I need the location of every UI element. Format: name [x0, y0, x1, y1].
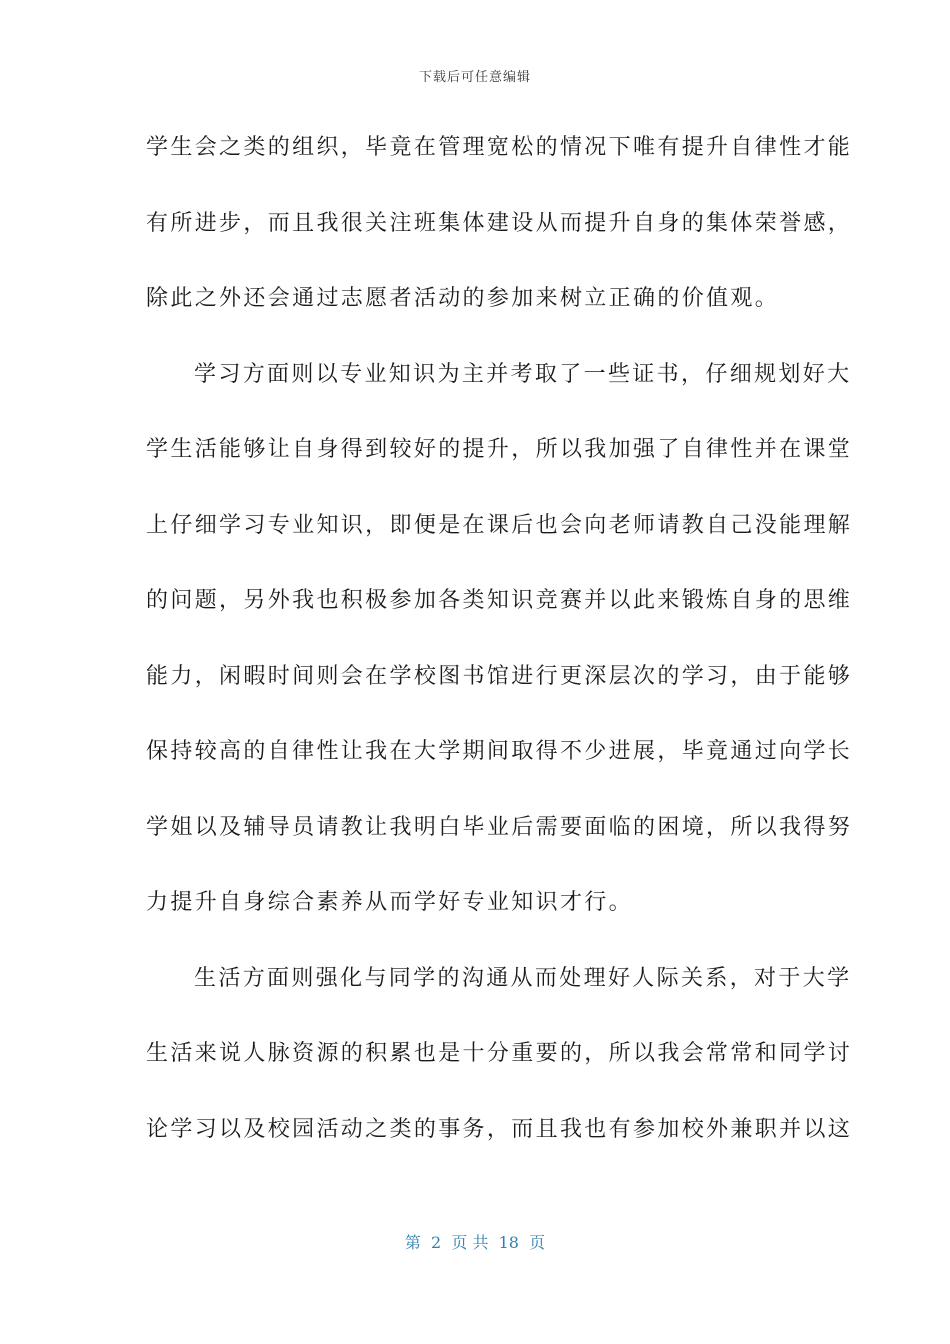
text-line: 学生会之类的组织，毕竟在管理宽松的情况下唯有提升自律性才能 [146, 135, 853, 160]
text-line: 的问题，另外我也积极参加各类知识竞赛并以此来锻炼自身的思维 [146, 588, 853, 613]
paragraph-first-line: 生活方面则强化与同学的沟通从而处理好人际关系，对于大学 [194, 965, 852, 991]
paragraph-first-line: 学习方面则以专业知识为主并考取了一些证书，仔细规划好大 [194, 361, 852, 387]
text-line: 有所进步，而且我很关注班集体建设从而提升自身的集体荣誉感， [146, 210, 853, 236]
text-line: 保持较高的自律性让我在大学期间取得不少进展，毕竟通过向学长 [146, 739, 853, 764]
text-line: 上仔细学习专业知识，即便是在课后也会向老师请教自己没能理解 [146, 512, 853, 538]
text-line: 除此之外还会通过志愿者活动的参加来树立正确的价值观。 [146, 286, 780, 311]
page-number-footer: 第 2 页 共 18 页 [404, 1233, 546, 1252]
text-line: 学姐以及辅导员请教让我明白毕业后需要面临的困境，所以我得努 [146, 814, 853, 840]
page-header: 下载后可任意编辑 [418, 70, 531, 85]
text-line: 学生活能够让自身得到较好的提升，所以我加强了自律性并在课堂 [146, 437, 853, 462]
document-body [146, 128, 853, 1185]
text-line: 能力，闲暇时间则会在学校图书馆进行更深层次的学习，由于能够 [146, 663, 853, 689]
text-line: 生活来说人脉资源的积累也是十分重要的，所以我会常常和同学讨 [146, 1041, 853, 1066]
text-line: 力提升自身综合素养从而学好专业知识才行。 [146, 890, 634, 915]
text-line: 论学习以及校园活动之类的事务，而且我也有参加校外兼职并以这 [146, 1116, 853, 1142]
